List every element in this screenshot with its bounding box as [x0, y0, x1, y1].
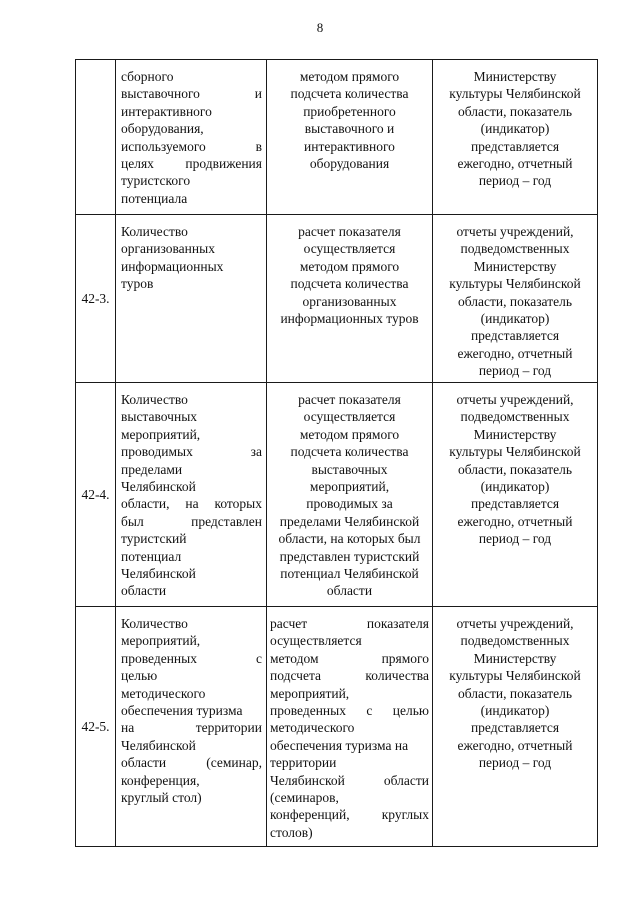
text-line: осуществляется [303, 241, 396, 257]
text-line: области, показатель [458, 685, 572, 701]
text-line: методом прямого [299, 258, 400, 274]
text-line: методического [270, 720, 355, 736]
word: количества [365, 668, 429, 684]
table-row [76, 60, 598, 215]
word: целях [121, 156, 154, 172]
text-line: интерактивного [121, 103, 212, 119]
text-line: информационных туров [280, 311, 419, 327]
text-line: ежегодно, отчетный [457, 345, 573, 361]
text-line: Количество [121, 392, 188, 407]
text-line: обеспечения туризма на [270, 737, 409, 753]
word: проведенных [270, 703, 346, 719]
text-line: подсчета количества [290, 276, 409, 292]
text-line: выставочных [121, 409, 198, 425]
text-line: Министерству [473, 426, 557, 442]
table-row [76, 607, 598, 847]
text-line: информационных [121, 258, 224, 274]
text-line: мероприятий, [270, 685, 350, 701]
word: показателя [366, 616, 429, 631]
calculation-method-cell [267, 60, 433, 215]
text-line: приобретенного [303, 103, 396, 119]
text-line: оборудования [309, 156, 390, 172]
word: подсчета [270, 668, 322, 684]
text-line: период – год [478, 755, 552, 771]
text-line: туристского [121, 173, 191, 189]
text-line: конференция, [121, 772, 200, 788]
indicator-name-cell [116, 60, 267, 215]
text-line: ежегодно, отчетный [457, 513, 573, 529]
text-line: представлен туристский [279, 548, 420, 564]
text-line: ежегодно, отчетный [457, 737, 573, 753]
text-line [270, 615, 429, 632]
text-line: потенциал Челябинской [280, 566, 419, 582]
text-line: проводимых за [306, 496, 393, 512]
text-line: подведомственных [460, 409, 570, 425]
text-line [121, 138, 262, 155]
text-line: культуры Челябинской [449, 444, 581, 460]
text-line: представляется [470, 720, 560, 736]
text-line: оборудования, [121, 121, 204, 137]
word: методом [270, 650, 319, 666]
text-line: отчеты учреждений, [456, 392, 574, 407]
text-line: потенциал [121, 548, 182, 564]
text-line: мероприятий, [121, 426, 201, 442]
text-line: выставочных [311, 461, 388, 477]
text-line: области [121, 583, 167, 599]
word: с [256, 650, 262, 666]
data-source-cell [433, 607, 598, 847]
text-line [270, 702, 429, 719]
indicator-name-cell [116, 215, 267, 383]
text-line: осуществляется [303, 409, 396, 425]
text-line: Челябинской [121, 479, 196, 495]
text-line: целью [121, 668, 158, 684]
text-line: столов) [270, 824, 313, 840]
word: продвижения [185, 156, 262, 172]
word: целью [392, 703, 429, 719]
text-line [270, 667, 429, 684]
word: области, [121, 496, 170, 512]
word: проведенных [121, 650, 197, 666]
text-line: области, показатель [458, 103, 572, 119]
text-line: (семинаров, [270, 790, 339, 806]
text-line [121, 155, 262, 172]
text-line: ежегодно, отчетный [457, 156, 573, 172]
text-line: методом прямого [299, 69, 400, 84]
word: расчет [270, 616, 308, 631]
text-line: туристский [121, 531, 187, 547]
word: и [254, 86, 262, 102]
data-source-cell [433, 383, 598, 607]
text-line: культуры Челябинской [449, 668, 581, 684]
indicator-name-cell [116, 383, 267, 607]
text-line: Челябинской [121, 566, 196, 582]
text-line: представляется [470, 496, 560, 512]
indicator-name-cell [116, 607, 267, 847]
page-number: 8 [316, 20, 324, 35]
text-line: выставочного и [304, 121, 395, 137]
text-line [121, 719, 262, 736]
text-line [121, 754, 262, 771]
text-line: представляется [470, 328, 560, 344]
text-line [270, 806, 429, 823]
word: на [121, 720, 135, 736]
text-line: Количество [121, 616, 188, 631]
text-line: отчеты учреждений, [456, 224, 574, 239]
word: используемого [121, 138, 206, 154]
text-line [121, 513, 262, 530]
text-line: культуры Челябинской [449, 86, 581, 102]
word: с [366, 703, 373, 719]
text-line [270, 650, 429, 667]
text-line: подсчета количества [290, 86, 409, 102]
text-line: туров [121, 276, 154, 292]
text-line: организованных [302, 293, 397, 309]
row-number: 42-3. [76, 215, 116, 383]
text-line [121, 650, 262, 667]
text-line: расчет показателя [298, 392, 401, 407]
row-number: 42-4. [76, 383, 116, 607]
text-line [121, 85, 262, 102]
text-line: период – год [478, 173, 552, 189]
word: за [250, 444, 262, 460]
text-line: обеспечения туризма [121, 703, 243, 719]
text-line: подведомственных [460, 633, 570, 649]
text-line: потенциала [121, 190, 188, 206]
text-line: подсчета количества [290, 444, 409, 460]
text-line: области [326, 583, 373, 599]
text-line [121, 495, 262, 512]
row-number: 42-5. [76, 607, 116, 847]
text-line: мероприятий, [309, 479, 390, 495]
text-line: области, показатель [458, 293, 572, 309]
word: прямого [381, 650, 429, 666]
text-line: территории [270, 755, 337, 771]
text-line: пределами [121, 461, 183, 477]
text-line: сборного [121, 69, 174, 84]
text-line: области, показатель [458, 461, 572, 477]
text-line: Министерству [473, 650, 557, 666]
word: проводимых [121, 444, 193, 460]
word: (семинар, [206, 755, 262, 771]
word: области [383, 772, 429, 788]
text-line: расчет показателя [298, 224, 401, 239]
text-line: круглый стол) [121, 790, 202, 806]
word: области [121, 755, 167, 771]
text-line: осуществляется [270, 633, 362, 649]
indicator-table [75, 59, 598, 847]
text-line [121, 443, 262, 460]
word: выставочного [121, 86, 200, 102]
text-line: пределами Челябинской [279, 513, 420, 529]
data-source-cell [433, 60, 598, 215]
text-line: организованных [121, 241, 215, 257]
calculation-method-cell [267, 607, 433, 847]
calculation-method-cell [267, 383, 433, 607]
text-line: Челябинской [121, 737, 196, 753]
word: конференций, [270, 807, 350, 823]
word: представлен [191, 513, 262, 529]
text-line: (индикатор) [480, 479, 550, 495]
text-line: период – год [478, 363, 552, 379]
text-line [270, 772, 429, 789]
text-line: период – год [478, 531, 552, 547]
text-line: подведомственных [460, 241, 570, 257]
text-line: Министерству [473, 69, 557, 84]
text-line: (индикатор) [480, 121, 550, 137]
text-line: представляется [470, 138, 560, 154]
word: был [121, 513, 144, 529]
table-row [76, 215, 598, 383]
text-line: Количество [121, 224, 188, 239]
text-line: Министерству [473, 258, 557, 274]
word: территории [195, 720, 262, 736]
word: Челябинской [270, 772, 345, 788]
text-line: культуры Челябинской [449, 276, 581, 292]
text-line: интерактивного [304, 138, 395, 154]
text-line: (индикатор) [480, 311, 550, 327]
data-source-cell [433, 215, 598, 383]
word: на [185, 496, 199, 512]
calculation-method-cell [267, 215, 433, 383]
word: круглых [381, 807, 429, 823]
text-line: мероприятий, [121, 633, 201, 649]
row-number [76, 60, 116, 215]
text-line: методического [121, 685, 206, 701]
table-row [76, 383, 598, 607]
text-line: методом прямого [299, 426, 400, 442]
text-line: отчеты учреждений, [456, 616, 574, 631]
text-line: области, на которых был [278, 531, 421, 547]
text-line: (индикатор) [480, 703, 550, 719]
word: в [255, 138, 262, 154]
word: которых [214, 496, 262, 512]
